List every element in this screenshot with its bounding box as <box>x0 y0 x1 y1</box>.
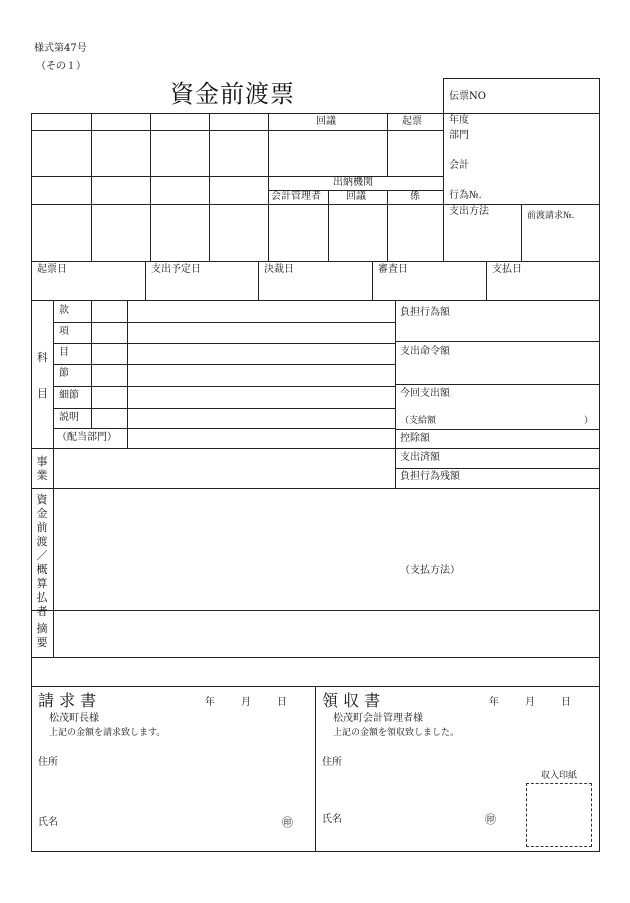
allocation-dept-label: （配当部門） <box>57 432 117 443</box>
invoice-title: 請 求 書 <box>38 691 97 710</box>
invoice-address-label: 住所 <box>38 757 58 768</box>
department-label: 部門 <box>449 130 469 141</box>
payment-order-amount-label: 支出命令額 <box>400 346 450 357</box>
subject-row-saisetsu: 細節 <box>59 390 79 401</box>
invoice-month: 月 <box>241 697 251 708</box>
scheduled-payment-date-label: 支出予定日 <box>151 264 201 275</box>
revenue-stamp-box <box>526 783 592 847</box>
burden-action-amount-label: 負担行為額 <box>400 307 450 318</box>
payment-method-label: 支出方法 <box>449 206 489 217</box>
draft-date-label: 起票日 <box>37 264 67 275</box>
receipt-addressee: 松茂町会計管理者様 <box>333 713 423 724</box>
subject-row-moku: 目 <box>59 347 69 358</box>
supply-amount-open: （支給額 <box>400 416 437 426</box>
invoice-addressee: 松茂町長様 <box>49 713 99 724</box>
receipt-statement: 上記の金額を領収致しました。 <box>333 728 460 738</box>
receipt-month: 月 <box>525 697 535 708</box>
audit-date-label: 審査日 <box>378 264 408 275</box>
consultation2-label: 回議 <box>346 191 366 202</box>
deduction-amount-label: 控除額 <box>400 433 430 444</box>
paid-amount-label: 支出済額 <box>400 452 440 463</box>
business-label: 事 業 <box>36 455 48 482</box>
subject-row-setsumei: 説明 <box>59 412 79 423</box>
slip-no-label: 伝票NO <box>449 91 486 102</box>
receipt-address-label: 住所 <box>322 757 342 768</box>
revenue-stamp-label: 収入印紙 <box>541 771 578 781</box>
invoice-day: 日 <box>277 697 287 708</box>
accounting-label: 会計 <box>449 160 469 171</box>
subject-label-2: 目 <box>37 387 48 400</box>
clerk-label: 係 <box>410 191 420 202</box>
summary-label: 摘 要 <box>36 622 48 649</box>
supply-amount-close: ） <box>584 416 594 426</box>
subject-label-1: 科 <box>37 351 48 364</box>
consultation-label: 回議 <box>316 116 336 127</box>
decision-date-label: 決裁日 <box>264 264 294 275</box>
invoice-statement: 上記の金額を請求致します。 <box>49 728 166 738</box>
form-sub-number: （その１） <box>36 61 86 72</box>
treasury-label: 出納機関 <box>333 177 373 188</box>
fiscal-year-label: 年度 <box>449 115 469 126</box>
burden-action-balance-label: 負担行為残額 <box>400 471 460 482</box>
page-title: 資金前渡票 <box>170 80 295 108</box>
invoice-name-label: 氏名 <box>38 817 58 828</box>
invoice-seal-mark: ㊞ <box>282 816 293 829</box>
invoice-year: 年 <box>205 697 215 708</box>
receipt-title: 領 収 書 <box>322 691 381 710</box>
payment-method-note: （支払方法） <box>400 565 460 576</box>
receipt-seal-mark: ㊞ <box>485 813 496 826</box>
advance-request-no-label: 前渡請求№. <box>527 211 575 221</box>
subject-row-kou: 項 <box>59 326 69 337</box>
form-number: 様式第47号 <box>34 43 87 54</box>
current-payment-amount-label: 今回支出額 <box>400 388 450 399</box>
receipt-day: 日 <box>561 697 571 708</box>
receipt-year: 年 <box>489 697 499 708</box>
payee-label: 資 金 前 渡 ／ 概 算 払 者 <box>36 493 48 618</box>
subject-row-setsu: 節 <box>59 368 69 379</box>
receipt-name-label: 氏名 <box>322 814 342 825</box>
accounting-manager-label: 会計管理者 <box>271 191 321 202</box>
action-no-label: 行為№. <box>449 190 482 201</box>
drafter-label: 起票 <box>402 116 422 127</box>
payment-date-label: 支払日 <box>492 264 522 275</box>
subject-row-kan: 款 <box>59 305 69 316</box>
